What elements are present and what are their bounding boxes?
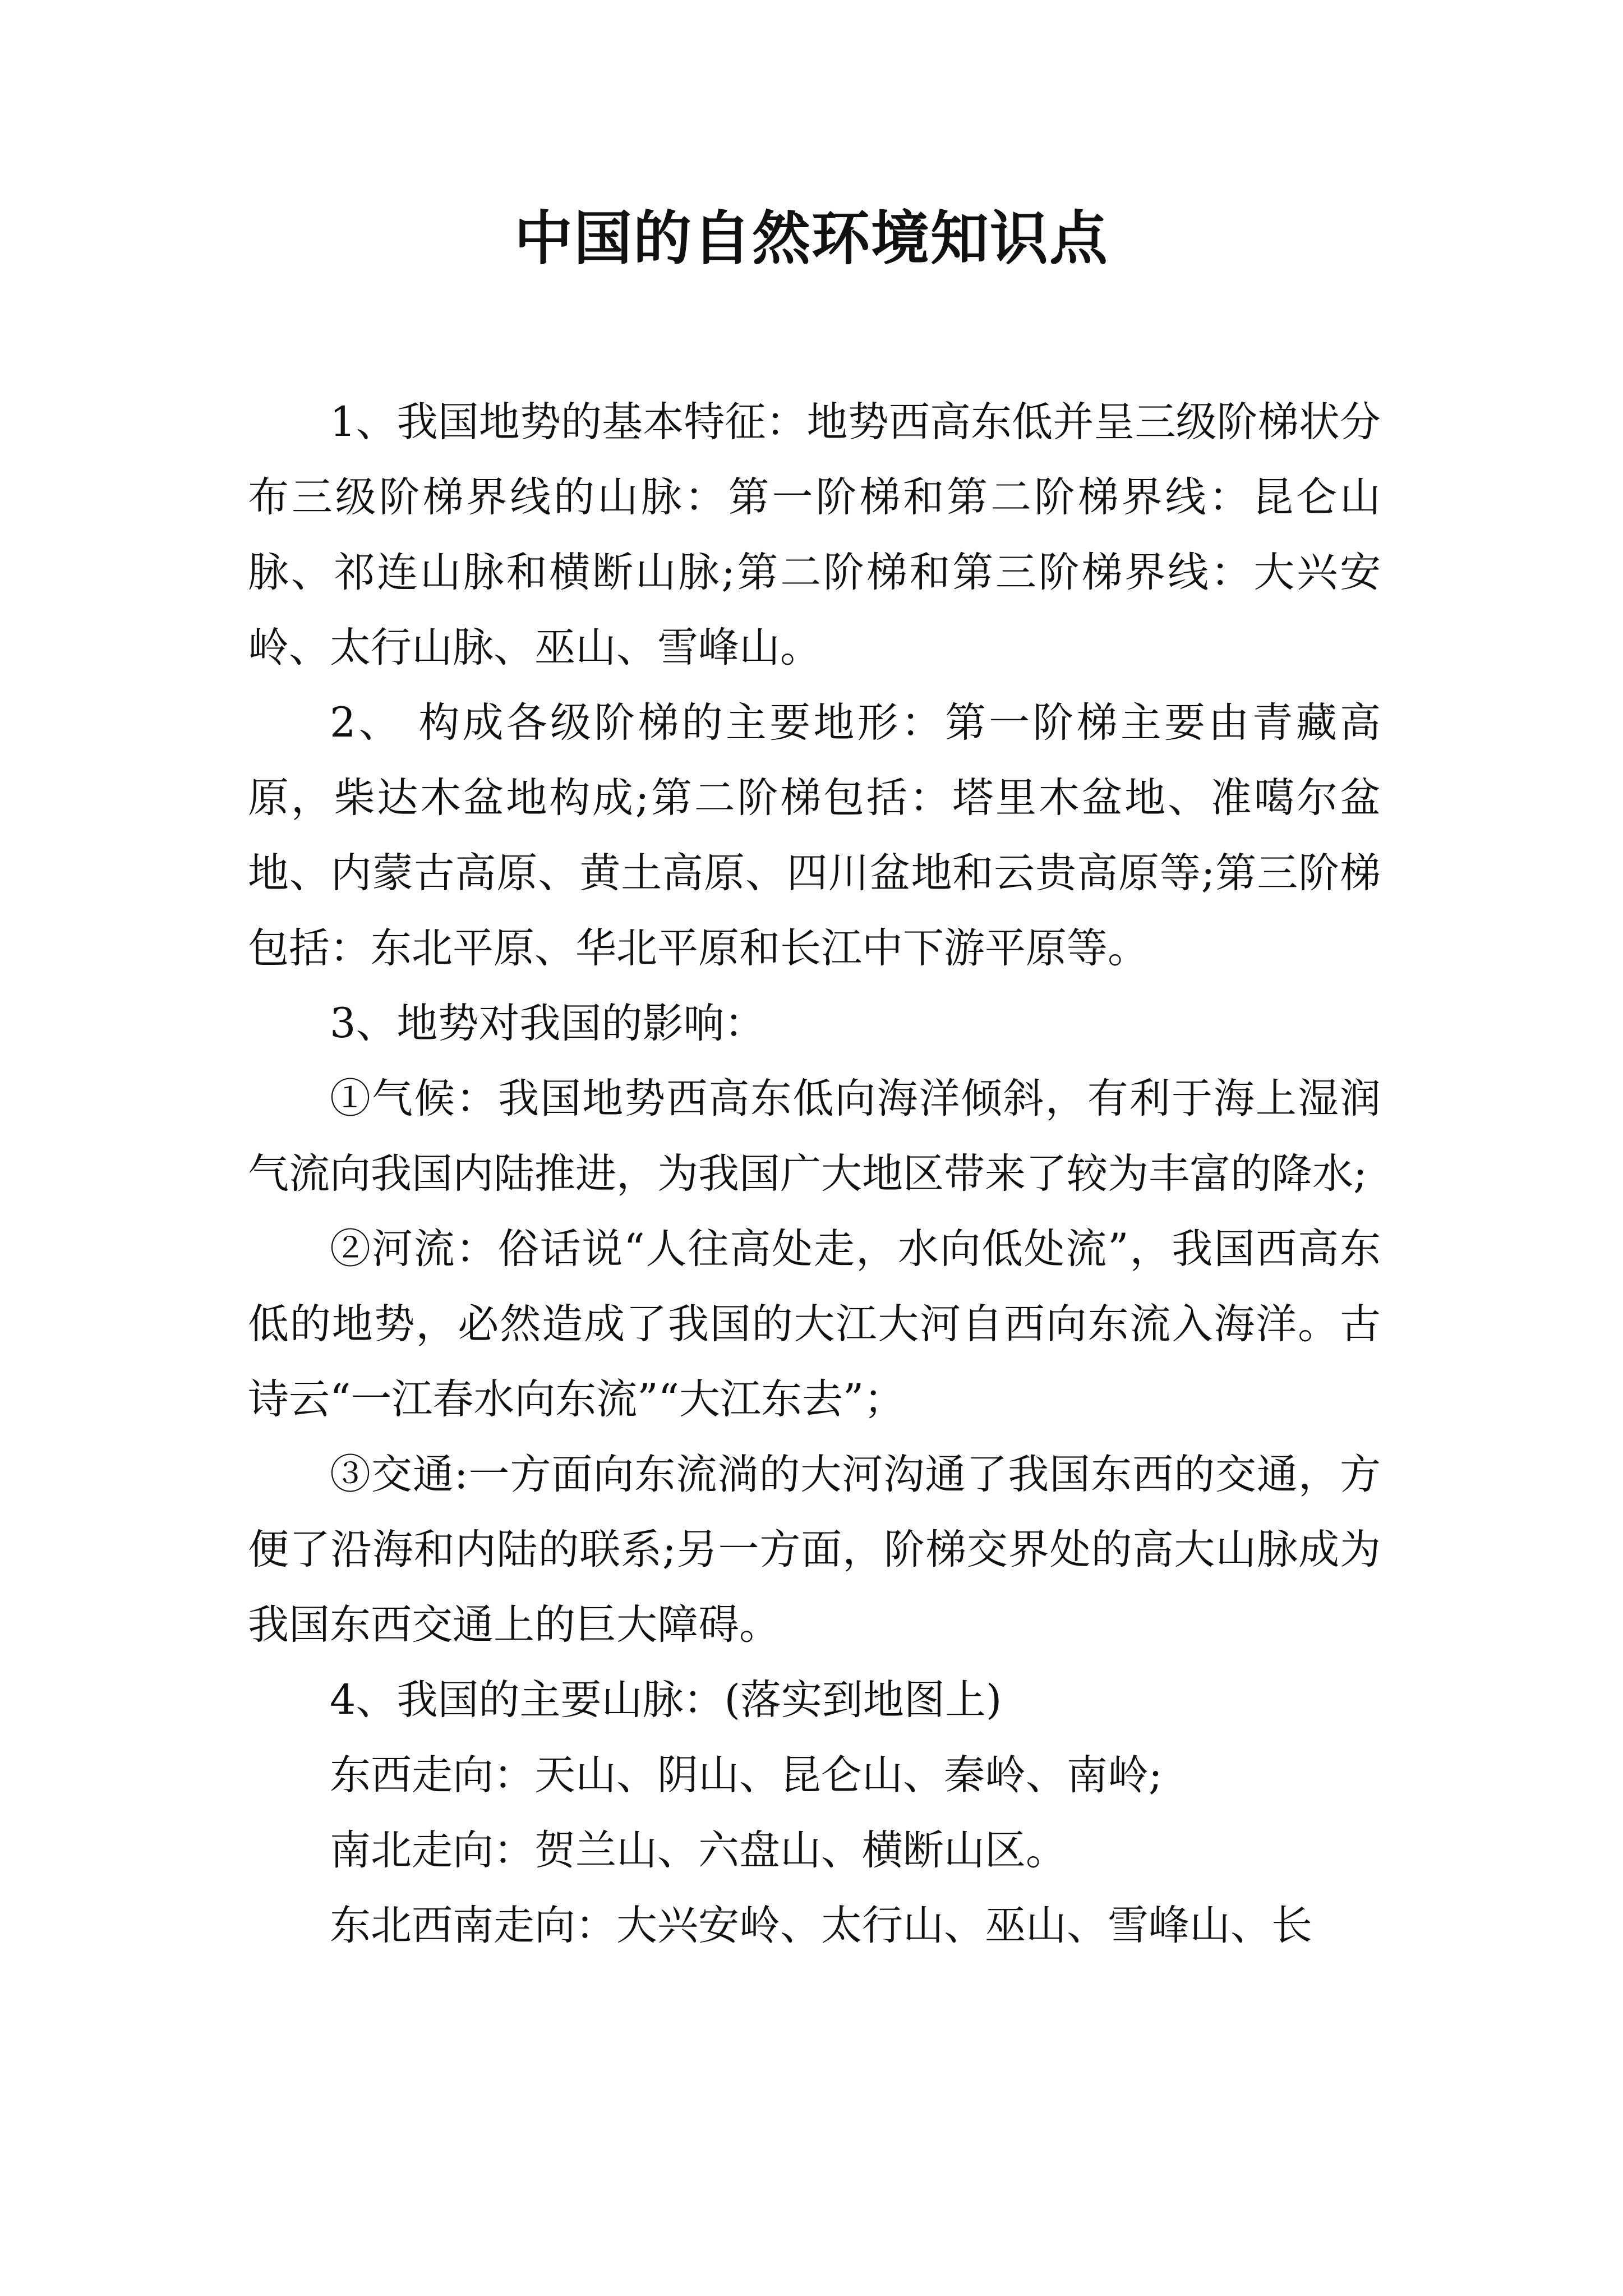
paragraph-climate: ①气候：我国地势西高东低向海洋倾斜，有利于海上湿润气流向我国内陆推进，为我国广大地区带来了较为丰富的降水; bbox=[248, 1075, 1381, 1198]
paragraph-terrain-influence: 3、地势对我国的影响： bbox=[330, 1000, 766, 1047]
paragraph-northeast-southwest-ranges: 东北西南走向：大兴安岭、太行山、巫山、雪峰山、长 bbox=[330, 1902, 1312, 1949]
paragraph-terrain-steps: 2、 构成各级阶梯的主要地形：第一阶梯主要由青藏高原，柴达木盆地构成;第二阶梯包括：塔里木盆地、准噶尔盆地、内蒙古高原、黄土高原、四川盆地和云贵高原等;第三阶梯包括：东北平原、华北平原和长江中下游平原等。 bbox=[248, 699, 1381, 972]
document-body bbox=[248, 385, 1381, 1963]
paragraph-terrain-features: 1、我国地势的基本特征：地势西高东低并呈三级阶梯状分布三级阶梯界线的山脉：第一阶梯和第二阶梯界线：昆仑山脉、祁连山脉和横断山脉;第二阶梯和第三阶梯界线：大兴安岭、太行山脉、巫山、雪峰山。 bbox=[248, 398, 1381, 671]
paragraph-north-south-ranges: 南北走向：贺兰山、六盘山、横断山区。 bbox=[330, 1826, 1067, 1874]
paragraph-transport: ③交通:一方面向东流淌的大河沟通了我国东西的交通，方便了沿海和内陆的联系;另一方面，阶梯交界处的高大山脉成为我国东西交通上的巨大障碍。 bbox=[248, 1451, 1381, 1649]
paragraph-east-west-ranges: 东西走向：天山、阴山、昆仑山、秦岭、南岭; bbox=[330, 1751, 1163, 1799]
page-title: 中国的自然环境知识点 bbox=[514, 204, 1109, 273]
paragraph-rivers: ②河流：俗话说“人往高处走，水向低处流”，我国西高东低的地势，必然造成了我国的大江大河自西向东流入海洋。古诗云“一江春水向东流”“大江东去”； bbox=[248, 1225, 1381, 1423]
paragraph-mountains-heading: 4、我国的主要山脉：(落实到地图上) bbox=[330, 1676, 1002, 1724]
